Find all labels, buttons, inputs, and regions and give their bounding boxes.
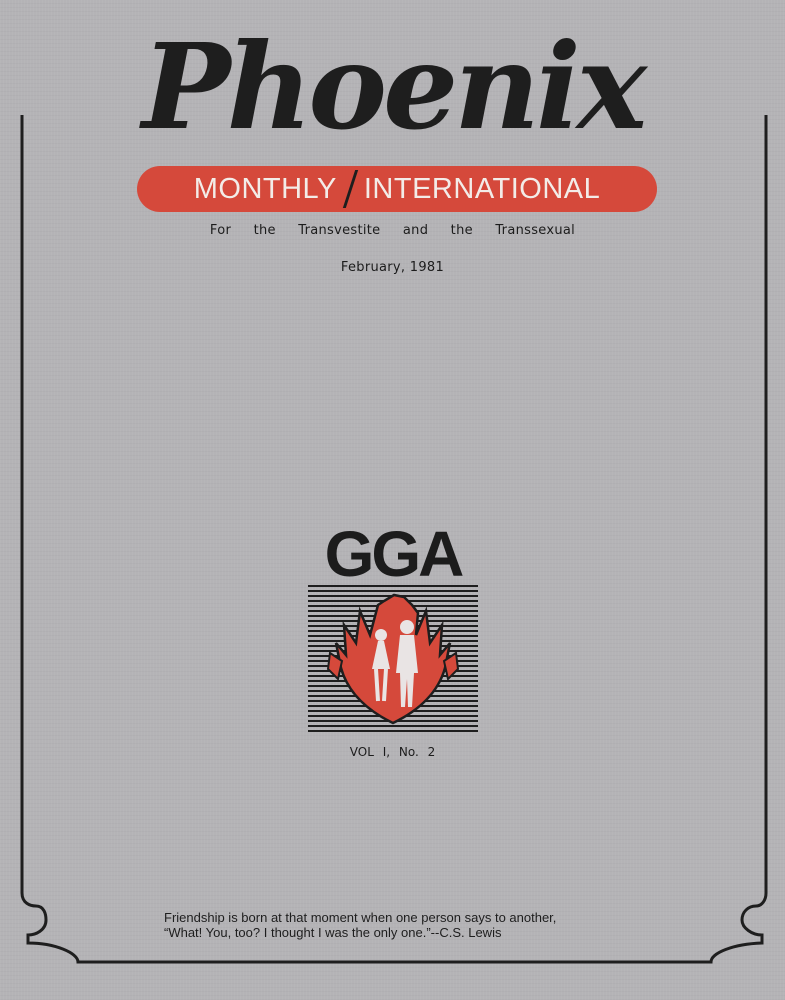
magazine-title: Phoenix	[141, 17, 644, 156]
issue-date: February, 1981	[340, 260, 445, 275]
tagline: For the Transvestite and the Transsexual	[209, 223, 576, 238]
quote-line-2: “What! You, too? I thought I was the only one.”--C.S. Lewis	[164, 925, 502, 940]
phoenix-emblem-icon	[308, 583, 478, 733]
gga-logo-text: GGA	[324, 518, 462, 590]
banner-international: INTERNATIONAL	[363, 172, 601, 205]
cover-quote	[164, 910, 634, 940]
volume-number: VOL I, No. 2	[349, 745, 436, 759]
title-banner	[137, 166, 657, 212]
banner-slash	[343, 170, 358, 208]
quote-line-1: Friendship is born at that moment when one person says to another,	[164, 910, 557, 925]
banner-monthly: MONTHLY	[193, 172, 337, 205]
